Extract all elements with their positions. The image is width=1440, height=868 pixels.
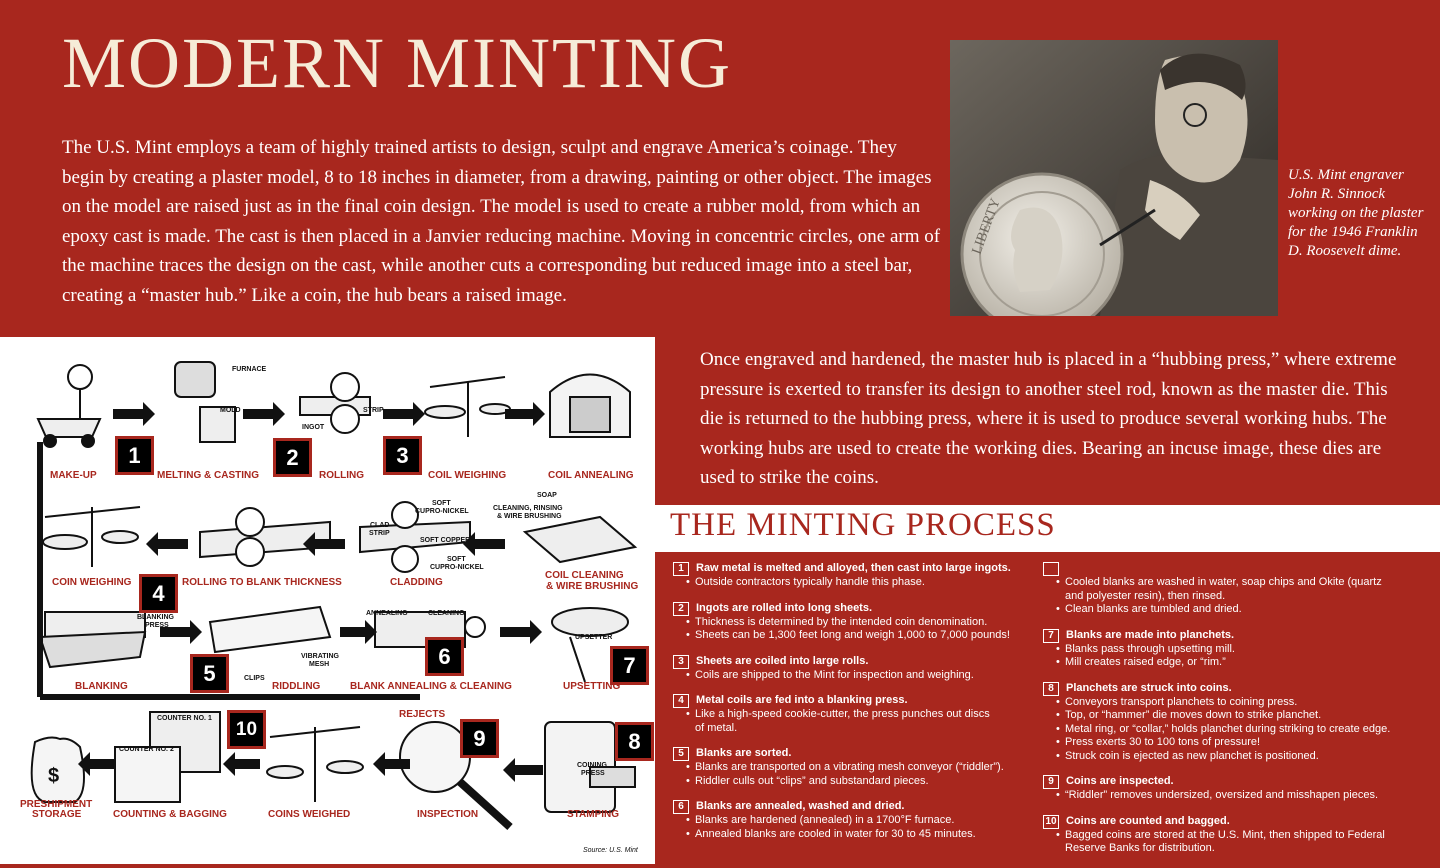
tag-cupro2: CUPRO-NICKEL <box>430 564 484 571</box>
step-bullet: • Metal ring, or “collar,” holds planchet during striking to create edge. <box>1043 723 1438 737</box>
label-stamping: STAMPING <box>567 809 620 820</box>
step-title: Planchets are struck into coins. <box>1066 681 1232 694</box>
step-number-badge: 3 <box>673 655 689 669</box>
svg-text:$: $ <box>48 765 60 787</box>
label-riddling: RIDDLING <box>272 681 321 692</box>
step-bullet: • Blanks are transported on a vibrating mesh conveyor (“riddler”). <box>673 761 1033 775</box>
step-title: Blanks are annealed, washed and dried. <box>696 800 905 812</box>
step-number-5: 5 <box>190 654 229 693</box>
step-title: Coins are counted and bagged. <box>1066 814 1230 827</box>
photo-caption: U.S. Mint engraver John R. Sinnock working on the plaster for the 1946 Franklin D. Roosevelt dime. <box>1288 167 1424 259</box>
flow-arrow <box>90 759 115 769</box>
tag-counter1: COUNTER NO. 1 <box>157 715 212 722</box>
label-blanking: BLANKING <box>75 681 128 692</box>
step-bullet: • Bagged coins are stored at the U.S. Mint, then shipped to Federal <box>1043 829 1438 843</box>
label-upsetting: UPSETTING <box>563 681 621 692</box>
step-number-8: 8 <box>615 722 654 761</box>
process-step <box>673 655 1033 683</box>
step-number-1: 1 <box>115 436 154 475</box>
process-step <box>673 694 1033 735</box>
step-number-badge: 2 <box>673 602 689 616</box>
tag-ingot: INGOT <box>302 424 325 431</box>
label-rolling: ROLLING <box>319 470 364 481</box>
process-step <box>673 562 1033 590</box>
step-title: Raw metal is melted and alloyed, then cast into large ingots. <box>696 562 1011 574</box>
flow-arrow <box>475 539 505 549</box>
step-bullet: • Clean blanks are tumbled and dried. <box>1043 603 1438 617</box>
flow-arrow <box>158 539 188 549</box>
tag-clips: CLIPS <box>244 675 265 682</box>
step-number-6: 6 <box>425 637 464 676</box>
label-rolling-blank: ROLLING TO BLANK THICKNESS <box>182 577 342 588</box>
flow-arrow <box>385 759 410 769</box>
step-title: Blanks are sorted. <box>696 747 792 759</box>
page-title: MODERN MINTING <box>62 23 732 103</box>
step-bullet: • Cooled blanks are washed in water, soap chips and Okite (quartz <box>1043 576 1438 590</box>
step-number-badge: 6 <box>673 800 689 814</box>
tag-cupro1: CUPRO-NICKEL <box>415 508 469 515</box>
step-bullet: • Riddler culls out “clips” and substandard pieces. <box>673 775 1033 789</box>
step-number-badge: 10 <box>1043 815 1059 829</box>
label-coins-weighed: COINS WEIGHED <box>268 809 351 820</box>
step-bullet: • Thickness is determined by the intended coin denomination. <box>673 616 1033 630</box>
process-step <box>1043 775 1438 803</box>
hubbing-paragraph: Once engraved and hardened, the master hub is placed in a “hubbing press,” where extreme pressure is exerted to transfer its design to another steel rod, known as the master die. This die is returned to the hubbing press, where it is used to produce several working hubs. The working hubs are used to create the working dies. Bearing an incuse image, these dies are used to strike the coins. <box>700 349 1397 488</box>
step-number-badge <box>1043 562 1059 576</box>
engraver-illustration <box>950 40 1278 316</box>
label-storage: STORAGE <box>32 809 82 820</box>
tag-soft2: SOFT <box>447 556 466 563</box>
step-number-9: 9 <box>460 719 499 758</box>
step-number-badge: 5 <box>673 747 689 761</box>
tag-annealing: ANNEALING <box>366 610 408 617</box>
step-heading <box>673 602 1033 616</box>
process-illustrations <box>0 337 655 864</box>
flow-arrow <box>500 627 530 637</box>
process-step <box>1043 682 1438 764</box>
tag-strip: STRIP <box>363 407 384 414</box>
tag-soft-copper: SOFT COPPER <box>420 537 471 544</box>
step-number-badge: 8 <box>1043 682 1059 696</box>
steps-column-right <box>1043 562 1438 868</box>
tag-furnace: FURNACE <box>232 366 267 373</box>
flow-arrow <box>113 409 143 419</box>
label-melting: MELTING & CASTING <box>157 470 260 481</box>
tag-mesh: MESH <box>309 661 330 668</box>
label-wire-brushing: & WIRE BRUSHING <box>546 581 639 592</box>
tag-rejects: REJECTS <box>399 709 446 720</box>
process-step <box>1043 562 1438 617</box>
tag-clean1: CLEANING, RINSING <box>493 505 563 512</box>
step-heading <box>673 694 1033 708</box>
step-bullet: • Blanks pass through upsetting mill. <box>1043 643 1438 657</box>
tag-mold: MOLD <box>220 407 241 414</box>
step-number-badge: 7 <box>1043 629 1059 643</box>
flow-arrow <box>340 627 365 637</box>
step-heading <box>673 562 1033 576</box>
step-heading <box>1043 775 1438 789</box>
label-preshipment: PRESHIPMENT <box>20 799 93 810</box>
flow-arrow <box>505 409 533 419</box>
step-bullet: • Struck coin is ejected as new planchet is positioned. <box>1043 750 1438 764</box>
tag-soft1: SOFT <box>432 500 451 507</box>
tag-counter2: COUNTER NO. 2 <box>119 746 174 753</box>
step-number-3: 3 <box>383 436 422 475</box>
tag-coining-press: PRESS <box>581 770 605 777</box>
step-bullet: • Sheets can be 1,300 feet long and weigh 1,000 to 7,000 pounds! <box>673 629 1033 643</box>
step-heading <box>673 655 1033 669</box>
process-heading: THE MINTING PROCESS <box>670 507 1056 543</box>
source-credit: Source: U.S. Mint <box>583 847 638 854</box>
flow-arrow <box>515 765 543 775</box>
step-heading <box>1043 562 1438 576</box>
step-heading <box>1043 629 1438 643</box>
tag-cleaning: CLEANING <box>428 610 465 617</box>
label-makeup: MAKE-UP <box>50 470 97 481</box>
step-bullet: • Top, or “hammer” die moves down to strike planchet. <box>1043 709 1438 723</box>
label-coil-annealing: COIL ANNEALING <box>548 470 634 481</box>
tag-clean2: & WIRE BRUSHING <box>497 513 562 520</box>
steps-column-left <box>673 562 1033 853</box>
step-bullet: • “Riddler” removes undersized, oversized and misshapen pieces. <box>1043 789 1438 803</box>
step-heading <box>1043 682 1438 696</box>
intro-paragraph: The U.S. Mint employs a team of highly trained artists to design, sculpt and engrave America’s coinage. They begin by creating a plaster model, 8 to 18 inches in diameter, from a drawing, painting or other object. The images on the model are raised just as in the final coin design. The model is used to create a rubber mold, from which an epoxy cast is made. The cast is then placed in a Janvier reducing machine. Moving in concentric circles, one arm of the machine traces the design on the cast, while another cuts a corresponding but reduced image into a steel bar, creating a “master hub.” Like a coin, the hub bears a raised image. <box>62 137 941 306</box>
label-cladding: CLADDING <box>390 577 443 588</box>
tag-coining: COINING <box>577 762 607 769</box>
step-title: Metal coils are fed into a blanking press. <box>696 694 908 706</box>
label-coin-weighing: COIN WEIGHING <box>52 577 132 588</box>
step-heading <box>673 800 1033 814</box>
process-step <box>1043 815 1438 856</box>
tag-clad-strip: STRIP <box>369 530 390 537</box>
step-number-7: 7 <box>610 646 649 685</box>
process-step <box>673 747 1033 788</box>
step-bullet: • Blanks are hardened (annealed) in a 1700°F furnace. <box>673 814 1033 828</box>
flow-arrow <box>315 539 345 549</box>
label-coil-cleaning: COIL CLEANING <box>545 570 624 581</box>
step-number-badge: 1 <box>673 562 689 576</box>
step-number-2: 2 <box>273 438 312 477</box>
step-bullet-continued: of metal. <box>695 721 738 734</box>
step-bullet-continued: and polyester resin), then rinsed. <box>1065 589 1226 602</box>
label-coil-weighing: COIL WEIGHING <box>428 470 507 481</box>
label-inspection: INSPECTION <box>417 809 479 820</box>
step-bullet: • Press exerts 30 to 100 tons of pressure! <box>1043 736 1438 750</box>
step-bullet: • Coils are shipped to the Mint for inspection and weighing. <box>673 669 1033 683</box>
step-number-badge: 4 <box>673 694 689 708</box>
flow-arrow <box>235 759 260 769</box>
flow-arrow <box>243 409 273 419</box>
step-bullet-continued: Reserve Banks for distribution. <box>1065 842 1215 854</box>
step-bullet: • Like a high-speed cookie-cutter, the press punches out discs <box>673 708 1033 722</box>
minting-process-diagram <box>0 337 655 864</box>
process-step <box>673 602 1033 643</box>
step-heading <box>1043 815 1438 829</box>
step-bullet: • Mill creates raised edge, or “rim.” <box>1043 656 1438 670</box>
process-step <box>673 800 1033 841</box>
label-blank-annealing: BLANK ANNEALING & CLEANING <box>350 681 512 692</box>
tag-clad: CLAD <box>370 522 390 529</box>
step-bullet: • Conveyors transport planchets to coining press. <box>1043 696 1438 710</box>
tag-blanking-press: BLANKING <box>137 614 174 621</box>
process-step <box>1043 629 1438 670</box>
step-title: Sheets are coiled into large rolls. <box>696 654 869 667</box>
tag-upsetter: UPSETTER <box>575 634 613 641</box>
flow-arrow <box>383 409 413 419</box>
engraver-photo <box>950 40 1278 316</box>
label-counting: COUNTING & BAGGING <box>113 809 227 820</box>
step-bullet: • Annealed blanks are cooled in water for 30 to 45 minutes. <box>673 828 1033 842</box>
tag-vibrating: VIBRATING <box>301 653 339 660</box>
step-number-10: 10 <box>227 710 266 749</box>
step-title: Ingots are rolled into long sheets. <box>696 601 873 614</box>
step-bullet: • Outside contractors typically handle this phase. <box>673 576 1033 590</box>
tag-blanking-press2: PRESS <box>145 622 169 629</box>
coin-liberty-text: LIBERTY <box>969 196 1004 257</box>
step-title: Coins are inspected. <box>1066 775 1174 787</box>
step-heading <box>673 747 1033 761</box>
step-number-4: 4 <box>139 574 178 613</box>
tag-soap: SOAP <box>537 492 557 499</box>
step-number-badge: 9 <box>1043 775 1059 789</box>
step-title: Blanks are made into planchets. <box>1066 628 1235 641</box>
